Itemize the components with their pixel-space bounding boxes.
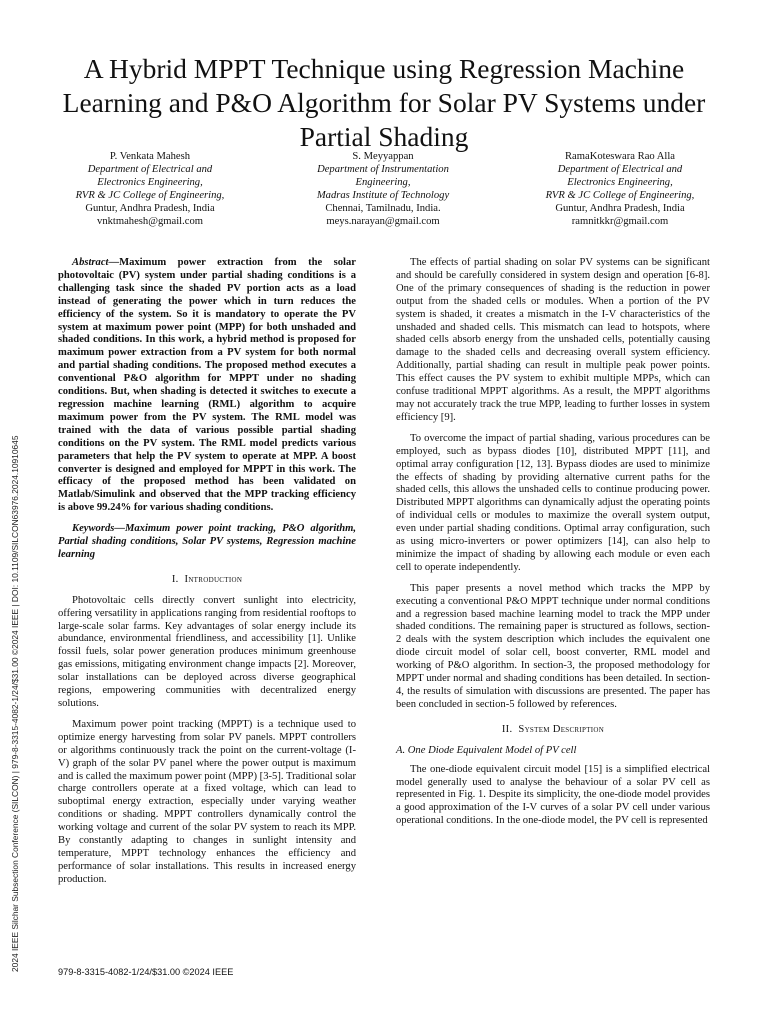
keywords-text: —Maximum power point tracking, P&O algorithm, Partial shading conditions, Solar PV systems, Regression machine learning <box>58 523 356 560</box>
author-affiliation: Department of Electrical and <box>87 164 213 175</box>
author-affiliation: Department of Instrumentation <box>317 164 449 175</box>
left-column <box>58 257 356 895</box>
paragraph: Maximum power point tracking (MPPT) is a technique used to optimize energy harvesting from solar PV panels. MPPT controllers or algorithms continuously track the point on the current-voltage (I-V) graph of the solar PV panel where the power output is maximum and is called the maximum power point (MPP) [3-5]. Traditional solar charge controllers operate at a fixed voltage, which can lead to suboptimal energy extraction, especially under varying weather conditions or shading. MPPT controllers dynamically control the working voltage and current of the solar PV system to reach its MPP. By constantly adapting to changes in sunlight intensity and temperature, MPPT technology enhances the efficiency and performance of solar installations. This results in increased energy production. <box>58 718 356 885</box>
author-affiliation: Engineering, <box>355 177 411 188</box>
section-heading-system-description <box>396 724 710 737</box>
author-1 <box>40 150 260 228</box>
section-number: II. <box>501 723 513 735</box>
author-affiliation: Madras Institute of Technology <box>316 190 450 201</box>
author-name: RamaKoteswara Rao Alla <box>564 151 676 162</box>
abstract-text: —Maximum power extraction from the solar photovoltaic (PV) system under partial shading conditions is a challenging task since the shaded PV portion acts as a load instead of generating the power which in turn reduces the efficiency of the system. So it is mandatory to operate the PV system at maximum power point (MPP) for both unshaded and shaded conditions. In this work, a hybrid method is proposed for maximum power extraction from a PV system for both normal and partial shading conditions. The proposed method executes a conventional P&O algorithm for MPPT under no shading conditions. But, when shading is detected it switches to execute a regression machine learning (RML) algorithm to acquire maximum power from the PV system. The RML model was trained with the data of various possible partial shading conditions on the PV system. The RML model predicts various parameters that help the PV system to operate at MPP. A boost converter is designed and employed for MPPT in this work. The efficacy of the proposed method has been validated on Matlab/Simulink and observed that the MPP tracking efficiency is above 99.24% for various shading conditions. <box>58 257 356 514</box>
author-location: Guntur, Andhra Pradesh, India <box>555 203 685 214</box>
side-margin-citation <box>10 435 24 986</box>
paragraph: Photovoltaic cells directly convert sunlight into electricity, offering versatility in applications ranging from residential rooftops to large-scale solar farms. Key advantages of solar energy include its abundance, environmental friendliness, and accessibility [1]. Unlike fossil fuels, solar power generation produces minimum greenhouse gas emissions, mitigating environment change impacts [2]. Moreover, solar installations can be deployed across diverse geographical regions, empowering communities with decentralized energy solutions. <box>58 594 356 709</box>
keywords-label: Keywords <box>72 523 115 535</box>
author-name: P. Venkata Mahesh <box>109 151 191 162</box>
author-affiliation: Electronics Engineering, <box>97 177 203 188</box>
author-location: Guntur, Andhra Pradesh, India <box>85 203 215 214</box>
author-email[interactable]: meys.narayan@gmail.com <box>326 216 440 227</box>
abstract <box>58 257 356 515</box>
author-affiliation: RVR & JC College of Engineering, <box>545 190 695 201</box>
section-heading-introduction <box>58 574 356 587</box>
paragraph: This paper presents a novel method which tracks the MPP by executing a conventional P&O MPPT technique under normal conditions and a regression based machine learning model to track the MPP under shaded conditions. The remaining paper is structured as follows, section-2 deals with the system description which includes the equivalent one diode circuit model of solar cell, boost converter, RML model and working of P&O algorithm. In section-3, the proposed methodology for MPPT under normal and shading conditions has been detailed. In section-4, the results of simulation with discussions are presented. The paper has been concluded in section-5 followed by references. <box>396 582 710 710</box>
section-title: Introduction <box>184 573 243 585</box>
section-title: System Description <box>518 723 605 735</box>
author-email[interactable]: vnktmahesh@gmail.com <box>97 216 203 227</box>
author-name: S. Meyyappan <box>352 151 414 162</box>
paragraph: The one-diode equivalent circuit model [15] is a simplified electrical model generally used to analyse the behaviour of a solar PV cell as represented in Fig. 1. Despite its simplicity, the one-diode model provides a good approximation of the I-V curves of a solar PV cell under various operational conditions. In the one-diode model, the PV cell is represented <box>396 763 710 827</box>
paragraph: To overcome the impact of partial shading, various procedures can be employed, such as bypass diodes [10], distributed MPPT [11], and optimal array configuration [12, 13]. Bypass diodes are used to minimize the effects of shading by providing alternative current paths for the shaded cells, this allows the unshaded cells to continue producing power. Distributed MPPT algorithms can dynamically adjust the operating points of individual cells or modules to maximize the overall system output, even under partial shading conditions. Optimal array configuration, such as using micro-inverters or power optimizers [14], can also help to minimize the impact of shading by allowing each module or even each cell to operate independently. <box>396 432 710 573</box>
author-email[interactable]: ramnitkkr@gmail.com <box>571 216 669 227</box>
section-number: I. <box>171 573 179 585</box>
copyright-footer: 979-8-3315-4082-1/24/$31.00 ©2024 IEEE <box>58 967 234 977</box>
abstract-label: Abstract <box>72 257 109 268</box>
citation-text: 2024 IEEE Silchar Subsection Conference (SILCON) | 979-8-3315-4082-1/24/$31.00 ©2024 IEEE | DOI: 10.1109/SILCON63976.2024.10910645 <box>10 435 20 972</box>
author-affiliation: RVR & JC College of Engineering, <box>75 190 225 201</box>
author-location: Chennai, Tamilnadu, India. <box>325 203 441 214</box>
author-affiliation: Electronics Engineering, <box>567 177 673 188</box>
paper-title: A Hybrid MPPT Technique using Regression Machine Learning and P&O Algorithm for Solar PV Systems under Partial Shading <box>62 53 706 153</box>
author-3 <box>510 150 730 228</box>
subsection-heading: A. One Diode Equivalent Model of PV cell <box>396 744 577 756</box>
author-block <box>40 150 740 230</box>
author-affiliation: Department of Electrical and <box>557 164 683 175</box>
paragraph: The effects of partial shading on solar PV systems can be significant and should be carefully considered in system design and operation [6-8]. One of the primary consequences of shading is the reduction in power output from the shaded cells or modules. When a portion of the PV system is shaded, it creates a mismatch in the I-V characteristics of the unshaded and shaded cells. This mismatch can lead to hotspots, where shaded cells absorb energy from the unshaded cells, potentially causing damage to the shaded cells and decreasing overall system efficiency. Additionally, partial shading can result in multiple peak power points. This effect causes the PV system to exhibit multiple MPPs, which can confuse traditional MPPT algorithms. As a result, the MPPT algorithms may not accurately track the true MPP, leading to further losses in system efficiency [9]. <box>396 257 710 423</box>
keywords <box>58 523 356 562</box>
author-2 <box>273 150 493 228</box>
right-column <box>396 257 710 836</box>
